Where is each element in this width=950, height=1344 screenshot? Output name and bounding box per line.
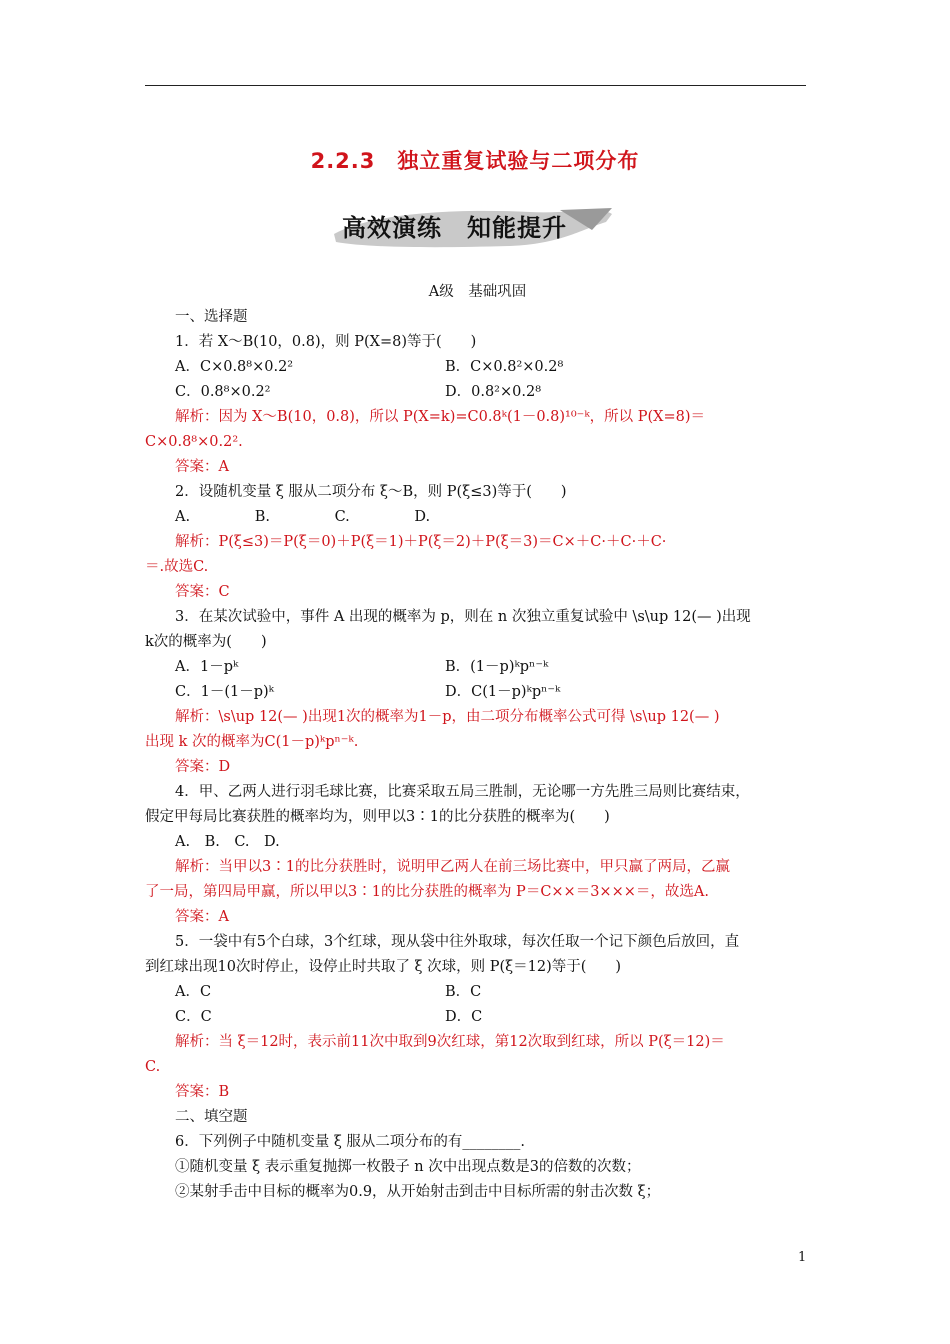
page-title: 2.2.3 独立重复试验与二项分布 <box>310 149 640 173</box>
option-c: C．C <box>175 1009 212 1025</box>
question-4-analysis-cont: 了一局，第四局甲赢，所以甲以3∶1的比分获胜的概率为 P＝C××＝3×××＝，故选A. <box>145 884 709 900</box>
option-b: B．(1－p)ᵏpⁿ⁻ᵏ <box>445 659 549 675</box>
question-2-options <box>145 505 810 530</box>
option-a: A．C×0.8⁸×0.2² <box>175 359 294 375</box>
question-1-stem: 1．若 X～B(10，0.8)，则 P(X=8)等于( ) <box>175 334 477 350</box>
level-heading: A级 基础巩固 <box>428 284 527 300</box>
page-number: 1 <box>798 1250 807 1265</box>
question-4-options: A. B. C. D. <box>175 834 280 850</box>
question-1-analysis-cont: C×0.8⁸×0.2². <box>145 434 243 450</box>
question-6-item-1: ①随机变量 ξ 表示重复抛掷一枚骰子 n 次中出现点数是3的倍数的次数； <box>175 1159 641 1175</box>
question-1-analysis: 解析：因为 X～B(10，0.8)，所以 P(X=k)=C0.8ᵏ(1－0.8)¹⁰⁻ᵏ，所以 P(X=8)＝ <box>175 409 705 425</box>
section-banner <box>330 198 620 254</box>
question-1-options-row-2 <box>145 380 810 405</box>
option-b: B．C×0.8²×0.2⁸ <box>445 359 564 375</box>
option-a: A. <box>175 509 191 525</box>
question-5-analysis: 解析：当 ξ＝12时，表示前11次中取到9次红球，第12次取到红球，所以 P(ξ＝12)＝ <box>175 1034 725 1050</box>
part-heading-fill: 二、填空题 <box>175 1109 248 1125</box>
question-2-answer: 答案：C <box>175 584 230 600</box>
option-c: C. <box>334 509 350 525</box>
question-6-stem: 6．下列例子中随机变量 ξ 服从二项分布的有________. <box>175 1134 526 1150</box>
question-5-stem-cont: 到红球出现10次时停止，设停止时共取了 ξ 次球，则 P(ξ＝12)等于( ) <box>145 959 622 975</box>
option-c: C．0.8⁸×0.2² <box>175 384 271 400</box>
question-3-stem-cont: k次的概率为( ) <box>145 634 267 650</box>
option-b: B．C <box>445 984 482 1000</box>
question-5-answer: 答案：B <box>175 1084 230 1100</box>
question-2-analysis-cont: ＝.故选C. <box>145 559 209 575</box>
option-d: D. <box>414 509 431 525</box>
header-rule <box>145 85 806 86</box>
question-5-options-row-2 <box>145 1005 810 1030</box>
option-a: A．1－pᵏ <box>175 659 239 675</box>
option-c: C．1－(1－p)ᵏ <box>175 684 274 700</box>
option-b: B. <box>254 509 270 525</box>
option-d: D．C <box>445 1009 483 1025</box>
question-3-analysis: 解析：\s\up 12(— )出现1次的概率为1－p，由二项分布概率公式可得 \s\up 12(— ) <box>175 709 720 725</box>
part-heading-choice: 一、选择题 <box>175 309 248 325</box>
question-1-options-row-1 <box>145 355 810 380</box>
question-6-item-2: ②某射手击中目标的概率为0.9，从开始射击到击中目标所需的射击次数 ξ； <box>175 1184 661 1200</box>
question-5-options-row-1 <box>145 980 810 1005</box>
question-5-analysis-cont: C. <box>145 1059 161 1075</box>
banner-text: 高效演练 知能提升 <box>342 214 567 242</box>
question-3-answer: 答案：D <box>175 759 231 775</box>
document-body <box>145 280 810 1205</box>
question-4-answer: 答案：A <box>175 909 229 925</box>
question-5-stem: 5．一袋中有5个白球，3个红球，现从袋中往外取球，每次任取一个记下颜色后放回，直 <box>175 934 740 950</box>
question-3-stem: 3．在某次试验中，事件 A 出现的概率为 p，则在 n 次独立重复试验中 \s\up 12(— )出现 <box>175 609 751 625</box>
question-3-analysis-cont: 出现 k 次的概率为C(1－p)ᵏpⁿ⁻ᵏ. <box>145 734 359 750</box>
question-3-options-row-1 <box>145 655 810 680</box>
question-1-answer: 答案：A <box>175 459 229 475</box>
option-d: D．C(1－p)ᵏpⁿ⁻ᵏ <box>445 684 561 700</box>
question-4-stem: 4．甲、乙两人进行羽毛球比赛，比赛采取五局三胜制，无论哪一方先胜三局则比赛结束， <box>175 784 750 800</box>
question-4-analysis: 解析：当甲以3∶1的比分获胜时，说明甲乙两人在前三场比赛中，甲只赢了两局，乙赢 <box>175 859 730 875</box>
option-a: A．C <box>175 984 212 1000</box>
question-4-stem-cont: 假定甲每局比赛获胜的概率均为，则甲以3∶1的比分获胜的概率为( ) <box>145 809 610 825</box>
question-2-analysis: 解析：P(ξ≤3)＝P(ξ＝0)＋P(ξ＝1)＋P(ξ＝2)＋P(ξ＝3)＝C×＋C·＋C·＋C· <box>175 534 667 550</box>
option-d: D．0.8²×0.2⁸ <box>445 384 542 400</box>
question-2-stem: 2．设随机变量 ξ 服从二项分布 ξ～B，则 P(ξ≤3)等于( ) <box>175 484 567 500</box>
question-3-options-row-2 <box>145 680 810 705</box>
